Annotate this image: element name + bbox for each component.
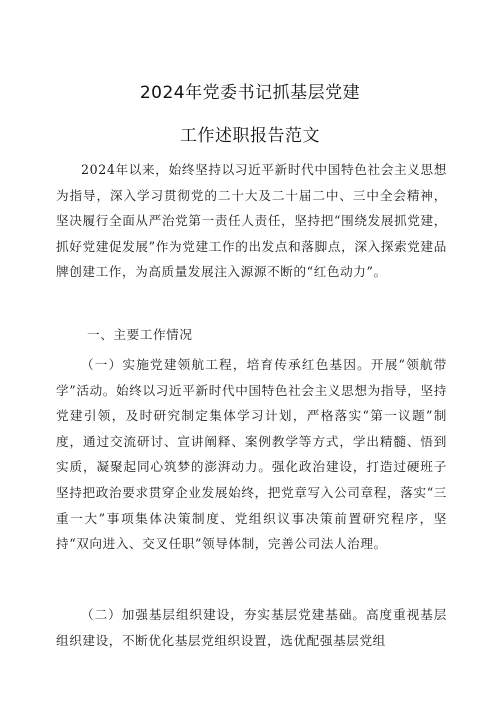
subsection-paragraph-2: （二）加强基层组织建设，夯实基层党建基础。高度重视基层组织建设，不断优化基层党组织设置，选优配强基层党组 (56, 607, 447, 648)
intro-paragraph: 2024年以来，始终坚持以习近平新时代中国特色社会主义思想为指导，深入学习贯彻党的二十大及二十届二中、三中全会精神，坚决履行全面从严治党第一责任人责任，坚持把“围绕发展抓党建，抓好党建促发展”作为党建工作的出发点和落脚点，深入探索党建品牌创建工作，为高质量发展注入源源不断的“红色动力”。 (56, 162, 447, 280)
document-title-line-2: 工作述职报告范文 (180, 126, 320, 146)
document-title-line-1: 2024年党委书记抓基层党建 (139, 83, 361, 103)
section-heading-main-work: 一、主要工作情况 (87, 327, 193, 342)
subsection-paragraph-1: （一）实施党建领航工程，培育传承红色基因。开展“领航带学”活动。始终以习近平新时代中国特色社会主义思想为指导，坚持党建引领，及时研究制定集体学习计划，严格落实“第一议题”制度，通过交流研讨、宣讲阐释、案例教学等方式，学出精髓、悟到实质，凝聚起同心筑梦的澎湃动力。强化政治建设，打造过硬班子坚持把政治要求贯穿企业发展始终，把党章写入公司章程，落实“三重一大”事项集体决策制度、党组织议事决策前置研究程序，坚持“双向进入、交叉任职”领导体制，完善公司法人治理。 (56, 357, 447, 552)
